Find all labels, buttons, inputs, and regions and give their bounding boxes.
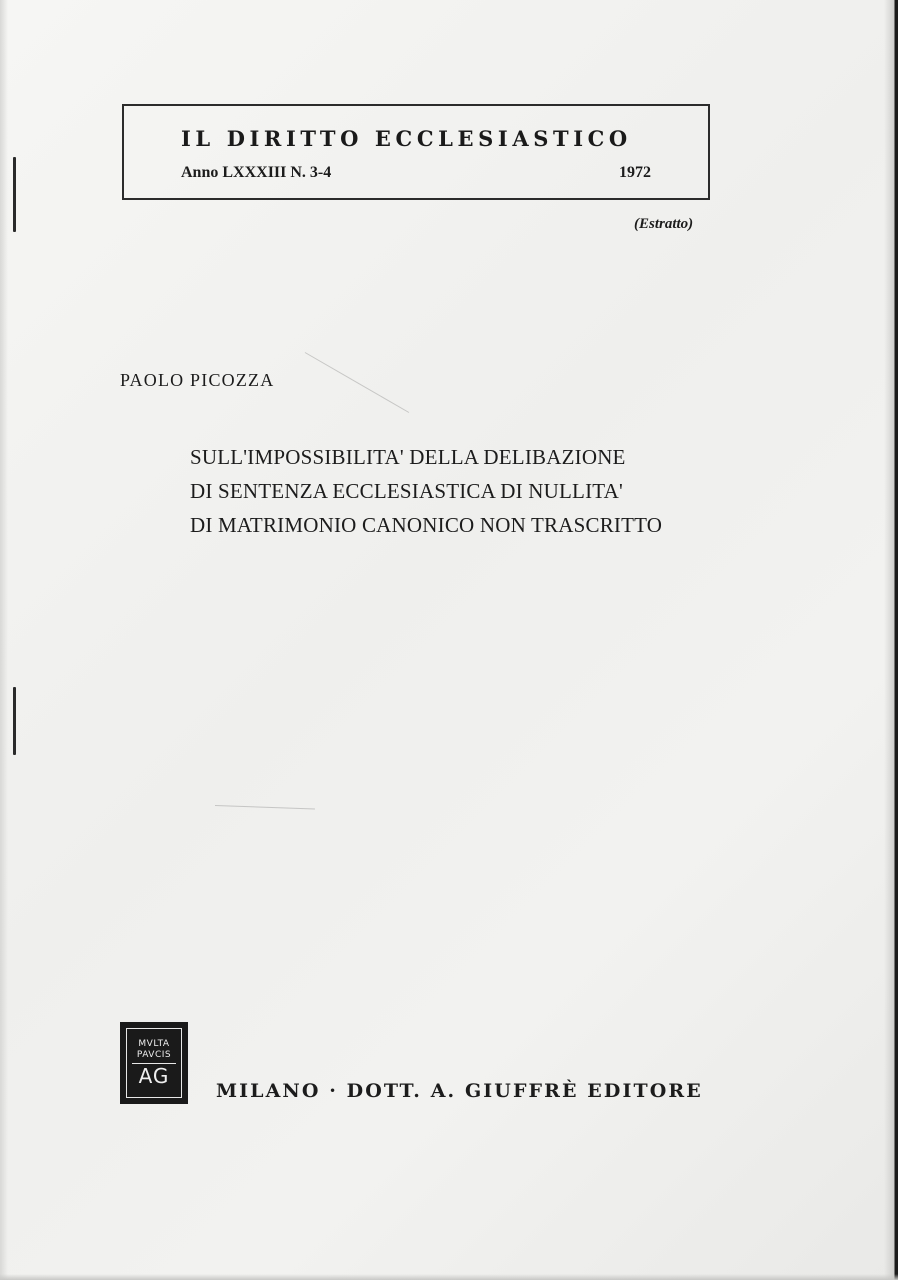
publisher-logo	[120, 1022, 188, 1104]
publisher-logo-frame	[126, 1028, 182, 1098]
article-title-line: DI SENTENZA ECCLESIASTICA DI NULLITA'	[190, 479, 623, 503]
paper-scratch	[305, 352, 409, 413]
publisher-imprint: MILANO · DOTT. A. GIUFFRÈ EDITORE	[216, 1080, 703, 1102]
staple-bottom	[13, 687, 16, 755]
paper-edge-bottom	[0, 1274, 898, 1280]
journal-header-box	[122, 104, 710, 200]
journal-issue: Anno LXXXIII N. 3-4	[181, 164, 332, 181]
paper-scratch	[215, 805, 315, 809]
staple-top	[13, 157, 16, 232]
paper-edge-left	[0, 0, 8, 1280]
article-title-line: SULL'IMPOSSIBILITA' DELLA DELIBAZIONE	[190, 445, 626, 469]
paper-edge-right	[884, 0, 898, 1280]
journal-year: 1972	[619, 164, 651, 181]
extract-note: (Estratto)	[634, 216, 694, 232]
journal-title: IL DIRITTO ECCLESIASTICO	[181, 126, 632, 151]
logo-monogram: AG	[138, 1064, 170, 1088]
logo-motto-line: PAVCIS	[136, 1050, 172, 1060]
article-title-line: DI MATRIMONIO CANONICO NON TRASCRITTO	[190, 513, 663, 537]
logo-motto-line: MVLTA	[138, 1039, 170, 1049]
article-title	[190, 440, 662, 542]
author-name: PAOLO PICOZZA	[120, 370, 275, 390]
